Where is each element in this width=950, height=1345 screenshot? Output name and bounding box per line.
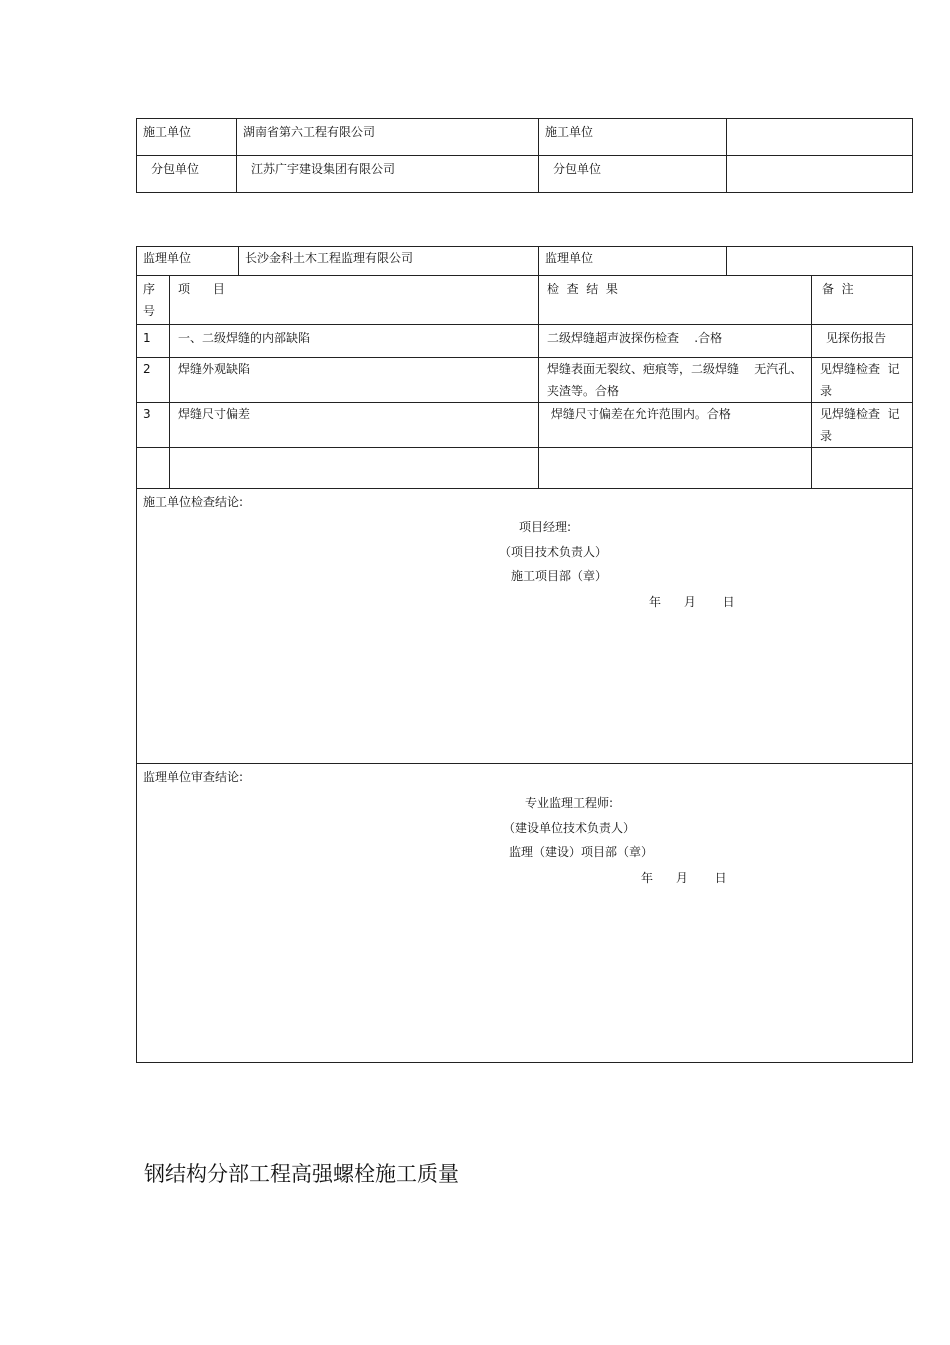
row-seq: 1	[137, 325, 170, 358]
supervisor-label: 监理单位	[137, 247, 239, 276]
table-row	[137, 276, 913, 325]
supervision-dept-seal-label: 监理（建设）项目部（章）	[509, 845, 654, 859]
subcontractor-label-b: 分包单位	[539, 156, 727, 193]
supervision-conclusion-cell	[137, 764, 913, 1063]
supervising-engineer-label: 专业监理工程师:	[525, 796, 614, 810]
header-seq-line2: 号	[143, 304, 156, 318]
owner-tech-lead-label: （建设单位技术负责人）	[503, 821, 636, 835]
row-seq: 2	[137, 358, 170, 403]
section-heading: 钢结构分部工程高强螺栓施工质量	[144, 1162, 459, 1186]
row-remark	[812, 448, 913, 489]
construction-unit-label: 施工单位	[137, 119, 237, 156]
header-seq-line1: 序	[143, 282, 156, 296]
construction-unit-label-b: 施工单位	[539, 119, 727, 156]
row-seq	[137, 448, 170, 489]
header-remark: 备 注	[812, 276, 913, 325]
supervision-date-label: 年 月 日	[641, 871, 727, 885]
construction-conclusion-row	[137, 489, 913, 764]
supervisor-value-b	[727, 247, 913, 276]
table-row	[137, 448, 913, 489]
project-manager-label: 项目经理:	[519, 520, 572, 534]
subcontractor-value: 江苏广宇建设集团有限公司	[237, 156, 539, 193]
header-result: 检 查 结 果	[539, 276, 812, 325]
row-result: 焊缝表面无裂纹、疤痕等，二级焊缝 无汽孔、夹渣等。合格	[539, 358, 812, 403]
construction-unit-value: 湖南省第六工程有限公司	[237, 119, 539, 156]
subcontractor-label: 分包单位	[137, 156, 237, 193]
row-item: 焊缝外观缺陷	[170, 358, 539, 403]
subcontractor-value-b	[727, 156, 913, 193]
table-row	[137, 247, 913, 276]
row-result: 二级焊缝超声波探伤检查 .合格	[539, 325, 812, 358]
row-remark: 见探伤报告	[812, 325, 913, 358]
supervisor-label-b: 监理单位	[539, 247, 727, 276]
table-row	[137, 403, 913, 448]
table-row	[137, 358, 913, 403]
table-row	[137, 325, 913, 358]
supervisor-value: 长沙金科土木工程监理有限公司	[239, 247, 539, 276]
unit-info-table	[136, 118, 913, 193]
row-result: 焊缝尺寸偏差在允许范围内。合格	[539, 403, 812, 448]
table-row	[137, 156, 913, 193]
construction-dept-seal-label: 施工项目部（章）	[511, 569, 608, 583]
supervision-conclusion-title: 监理单位审查结论:	[143, 770, 244, 784]
table-row	[137, 119, 913, 156]
construction-date-label: 年 月 日	[649, 595, 735, 609]
row-item	[170, 448, 539, 489]
header-item: 项 目	[170, 276, 539, 325]
construction-conclusion-title: 施工单位检查结论:	[143, 495, 244, 509]
header-seq	[137, 276, 170, 325]
supervision-conclusion-row	[137, 764, 913, 1063]
construction-conclusion-cell	[137, 489, 913, 764]
row-result	[539, 448, 812, 489]
construction-unit-value-b	[727, 119, 913, 156]
row-item: 焊缝尺寸偏差	[170, 403, 539, 448]
inspection-table	[136, 246, 913, 1063]
row-remark: 见焊缝检查 记录	[812, 403, 913, 448]
row-remark: 见焊缝检查 记录	[812, 358, 913, 403]
project-tech-lead-label: （项目技术负责人）	[499, 545, 608, 559]
row-item: 一、二级焊缝的内部缺陷	[170, 325, 539, 358]
row-seq: 3	[137, 403, 170, 448]
